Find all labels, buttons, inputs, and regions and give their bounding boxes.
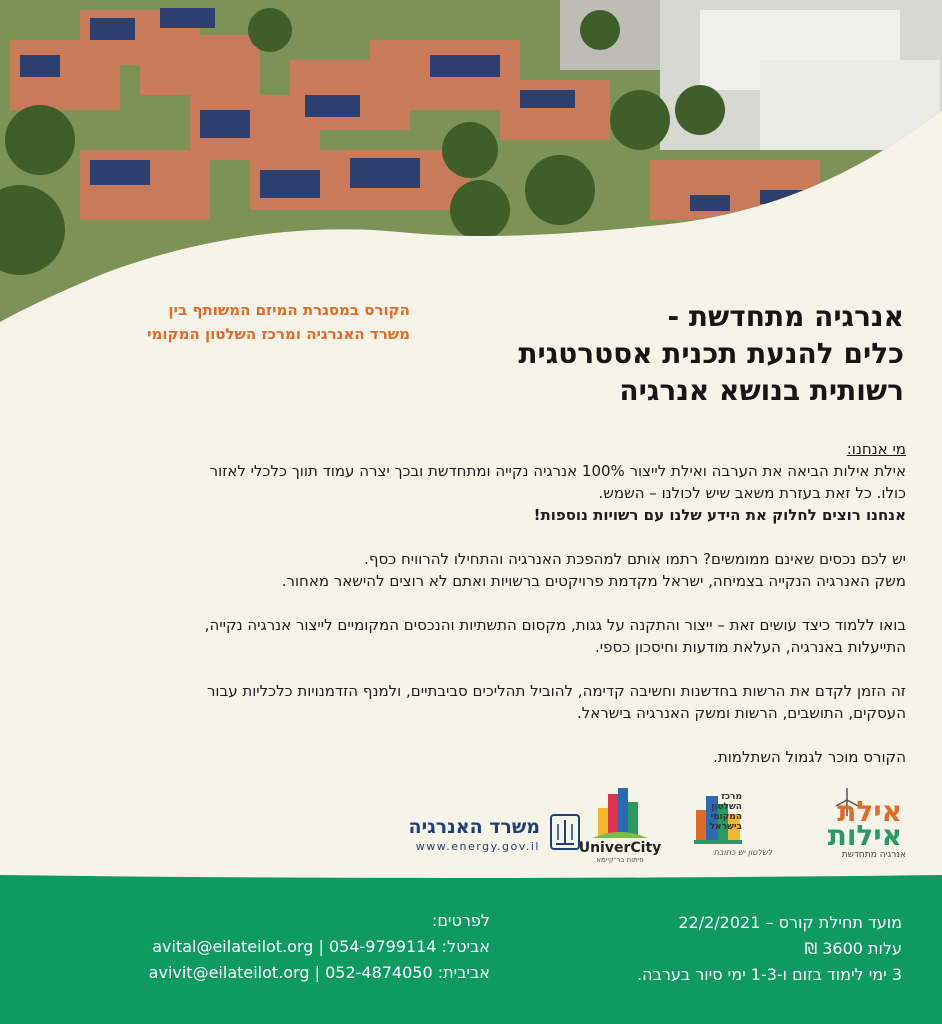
paragraph-learn bbox=[30, 614, 906, 658]
local-gov-center-line: השלטון bbox=[711, 802, 742, 812]
contact-avital[interactable]: אביטל: avital@eilateilot.org | 054-9799114 bbox=[152, 937, 490, 956]
body-text bbox=[30, 438, 906, 790]
univercity-logo-sub: פיתוח בר־קיימא bbox=[596, 856, 644, 864]
program-note-line: הקורס במסגרת המיזם המשותף בין bbox=[168, 301, 410, 319]
hero-solar-rooftops-illustration bbox=[0, 0, 942, 330]
title-line: כלים להנעת תכנית אסטרטגית bbox=[518, 337, 904, 370]
about-section bbox=[30, 438, 906, 526]
footer-wave bbox=[0, 873, 942, 893]
city-towers-icon bbox=[592, 788, 648, 840]
paragraph-line: בואו ללמוד כיצד עושים זאת – ייצור והתקנה על גגות, מקסום התשתיות והנכסים המקומיים לייצור אנרגיה נקייה, bbox=[204, 616, 906, 634]
page-title bbox=[384, 298, 904, 409]
contact-heading: לפרטים: bbox=[431, 911, 490, 930]
paragraph-line: יש לכם נכסים שאינם ממומשים? רתמו אותם למהפכת האנרגיה והתחילו להרוויח כסף. bbox=[364, 550, 906, 568]
local-gov-center-logo bbox=[694, 786, 792, 862]
eilat-logo-line2: אילות bbox=[827, 819, 902, 852]
about-line: כולו. כל זאת בעזרת משאב שיש לכולנו – השמש. bbox=[598, 484, 906, 502]
local-gov-center-line: בישראל bbox=[709, 822, 742, 832]
local-gov-center-line: מרכז bbox=[721, 792, 742, 802]
paragraph-innovation bbox=[30, 680, 906, 724]
footer bbox=[0, 874, 942, 1024]
program-note bbox=[40, 298, 410, 346]
title-line: אנרגיה מתחדשת - bbox=[667, 300, 904, 333]
paragraph-line: זה הזמן לקדם את הרשות בחדשנות וחשיבה קדימה, להוביל תהליכים סביבתיים, ולמנף הזדמנויות כלכליות עבור bbox=[206, 682, 906, 700]
title-line: רשותית בנושא אנרגיה bbox=[619, 374, 904, 407]
course-start-date: מועד תחילת קורס – 22/2/2021 bbox=[678, 913, 902, 932]
contact-avivit[interactable]: אביבית: avivit@eilateilot.org | 052-4874050 bbox=[148, 963, 490, 982]
paragraph-line: הקורס מוכר לגמול השתלמות. bbox=[713, 748, 906, 766]
eilat-logo-sub: אנרגיה מתחדשת bbox=[841, 850, 906, 860]
eilat-eilot-logo bbox=[827, 786, 906, 862]
local-gov-center-name bbox=[694, 792, 742, 832]
paragraph-line: משק האנרגיה הנקייה בצמיחה, ישראל מקדמת פרויקטים ברשויות ואתם לא רוצים להישאר מאחור. bbox=[281, 572, 906, 590]
program-note-line: משרד האנרגיה ומרכז השלטון המקומי bbox=[147, 325, 410, 343]
about-heading: מי אנחנו: bbox=[846, 440, 906, 458]
ministry-logo-url: www.energy.gov.il bbox=[415, 840, 540, 853]
local-gov-center-line: המקומי bbox=[710, 812, 742, 822]
univercity-logo bbox=[570, 786, 670, 862]
partner-logos bbox=[408, 786, 906, 864]
course-info bbox=[482, 910, 902, 988]
state-emblem-icon bbox=[550, 814, 580, 850]
local-gov-center-slogan: לשלטון יש כתובת bbox=[713, 848, 773, 857]
paragraph-assets bbox=[30, 548, 906, 592]
course-cost: עלות 3600 ₪ bbox=[804, 939, 902, 958]
ministry-logo-name: משרד האנרגיה bbox=[408, 816, 540, 838]
univercity-logo-name: UniverCity bbox=[578, 840, 662, 856]
course-schedule: 3 ימי לימוד בזום ו-1-3 ימי סיור בערבה. bbox=[637, 965, 902, 984]
paragraph-line: העסקים, התושבים, הרשות ומשק האנרגיה בישראל. bbox=[576, 704, 906, 722]
about-line: אילת אילות הביאה את הערבה ואילת לייצור 100% אנרגיה נקייה ומתחדשת ובכך יצרה עמוד תווך כלכלי לאזור bbox=[209, 462, 906, 480]
paragraph-accreditation bbox=[30, 746, 906, 768]
paragraph-line: התייעלות באנרגיה, העלאת מודעות וחיסכון כספי. bbox=[595, 638, 906, 656]
about-highlight: אנחנו רוצים לחלוק את הידע שלנו עם רשויות נוספות! bbox=[533, 506, 906, 524]
contact-info bbox=[50, 908, 490, 986]
eilat-logo-line1: אילת bbox=[837, 795, 902, 828]
ministry-of-energy-logo bbox=[410, 786, 580, 862]
